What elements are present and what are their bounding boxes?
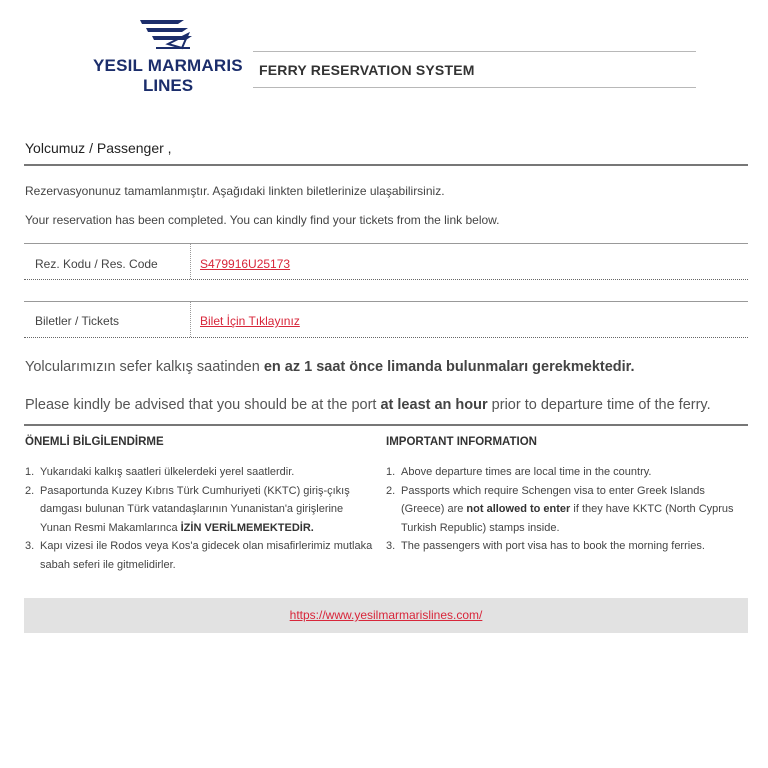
logo-text-secondary: LINES <box>143 76 194 95</box>
table-rule <box>24 301 748 302</box>
website-link[interactable]: https://www.yesilmarmarislines.com/ <box>289 608 483 622</box>
list-item-text <box>40 519 372 538</box>
list-item-text: damgası bulunan Türk vatandaşlarının Yunanistan'a girişlerine <box>40 503 344 516</box>
list-item-emphasis: İZİN VERİLMEMEKTEDİR. <box>180 521 314 534</box>
list-item <box>25 482 372 538</box>
tickets-label: Biletler / Tickets <box>35 314 120 328</box>
res-code-link[interactable]: S479916U25173 <box>200 257 291 271</box>
table-separator <box>190 302 191 337</box>
table-rule <box>24 243 748 244</box>
header-rule-top <box>253 51 696 52</box>
header-rule-bottom <box>253 87 696 88</box>
list-item-number: 3. <box>386 540 396 553</box>
list-item-text: Turkish Republic) stamps inside. <box>401 521 560 534</box>
list-item <box>386 537 734 556</box>
message-tr: Rezervasyonunuz tamamlanmıştır. Aşağıdaki linkten biletlerinize ulaşabilirsiniz. <box>25 184 445 198</box>
list-item-emphasis: not allowed to enter <box>466 503 571 516</box>
list-item-text: Above departure times are local time in the country. <box>401 466 652 478</box>
list-item-text: Kapı vizesi ile Rodos veya Kos'a gidecek olan misafirlerimiz mutlaka <box>40 540 373 553</box>
list-item-text-part: Yunan Resmi Makamlarınca <box>40 521 181 534</box>
list-item-number: 2. <box>25 484 35 497</box>
list-item-number: 3. <box>25 540 35 553</box>
logo-text-primary: YESIL MARMARIS <box>93 56 243 75</box>
list-item-text: The passengers with port visa has to book the morning ferries. <box>401 540 705 553</box>
footer-bar <box>24 598 748 633</box>
list-item-text <box>401 500 734 519</box>
list-item-number: 1. <box>386 466 396 478</box>
res-code-label: Rez. Kodu / Res. Code <box>35 257 158 271</box>
list-item-text: Yukarıdaki kalkış saatleri ülkelerdeki yerel saatlerdir. <box>40 466 295 478</box>
list-item <box>25 463 372 482</box>
greeting: Yolcumuz / Passenger , <box>25 140 172 156</box>
list-item <box>386 463 734 482</box>
table-rule <box>24 337 748 338</box>
info-tr-heading: ÖNEMLİ BİLGİLENDİRME <box>25 436 164 448</box>
list-item-number: 2. <box>386 484 396 497</box>
list-item <box>25 537 372 574</box>
list-item-number: 1. <box>25 466 35 478</box>
info-tr-list <box>25 463 372 575</box>
ship-wave-icon <box>138 14 198 54</box>
message-en: Your reservation has been completed. You can kindly find your tickets from the link below. <box>25 213 500 227</box>
page-title: FERRY RESERVATION SYSTEM <box>259 62 475 78</box>
notice-en-emphasis: at least an hour <box>380 397 488 413</box>
list-item-text: Pasaportunda Kuzey Kıbrıs Türk Cumhuriyeti (KKTC) giriş-çıkış <box>40 484 350 497</box>
notice-en <box>25 397 711 413</box>
notice-tr <box>25 359 635 375</box>
notice-en-text-end: prior to departure time of the ferry. <box>487 397 711 413</box>
greeting-divider <box>24 164 748 166</box>
list-item <box>386 482 734 538</box>
list-item-text-part: (Greece) are <box>401 503 467 516</box>
list-item-text-part: if they have KKTC (North Cyprus <box>570 503 734 516</box>
table-rule <box>24 279 748 280</box>
table-separator <box>190 244 191 279</box>
notice-tr-text: Yolcularımızın sefer kalkış saatinden <box>25 359 264 375</box>
list-item-text: sabah seferi ile gitmelidirler. <box>40 558 176 571</box>
notice-divider <box>24 424 748 426</box>
notice-tr-emphasis: en az 1 saat önce limanda bulunmaları gerekmektedir. <box>263 359 635 375</box>
list-item-text: Passports which require Schengen visa to enter Greek Islands <box>401 484 705 497</box>
notice-en-text: Please kindly be advised that you should be at the port <box>25 397 381 413</box>
info-en-list <box>386 463 734 556</box>
tickets-link[interactable]: Bilet İçin Tıklayınız <box>200 314 300 328</box>
info-en-heading: IMPORTANT INFORMATION <box>386 436 537 448</box>
